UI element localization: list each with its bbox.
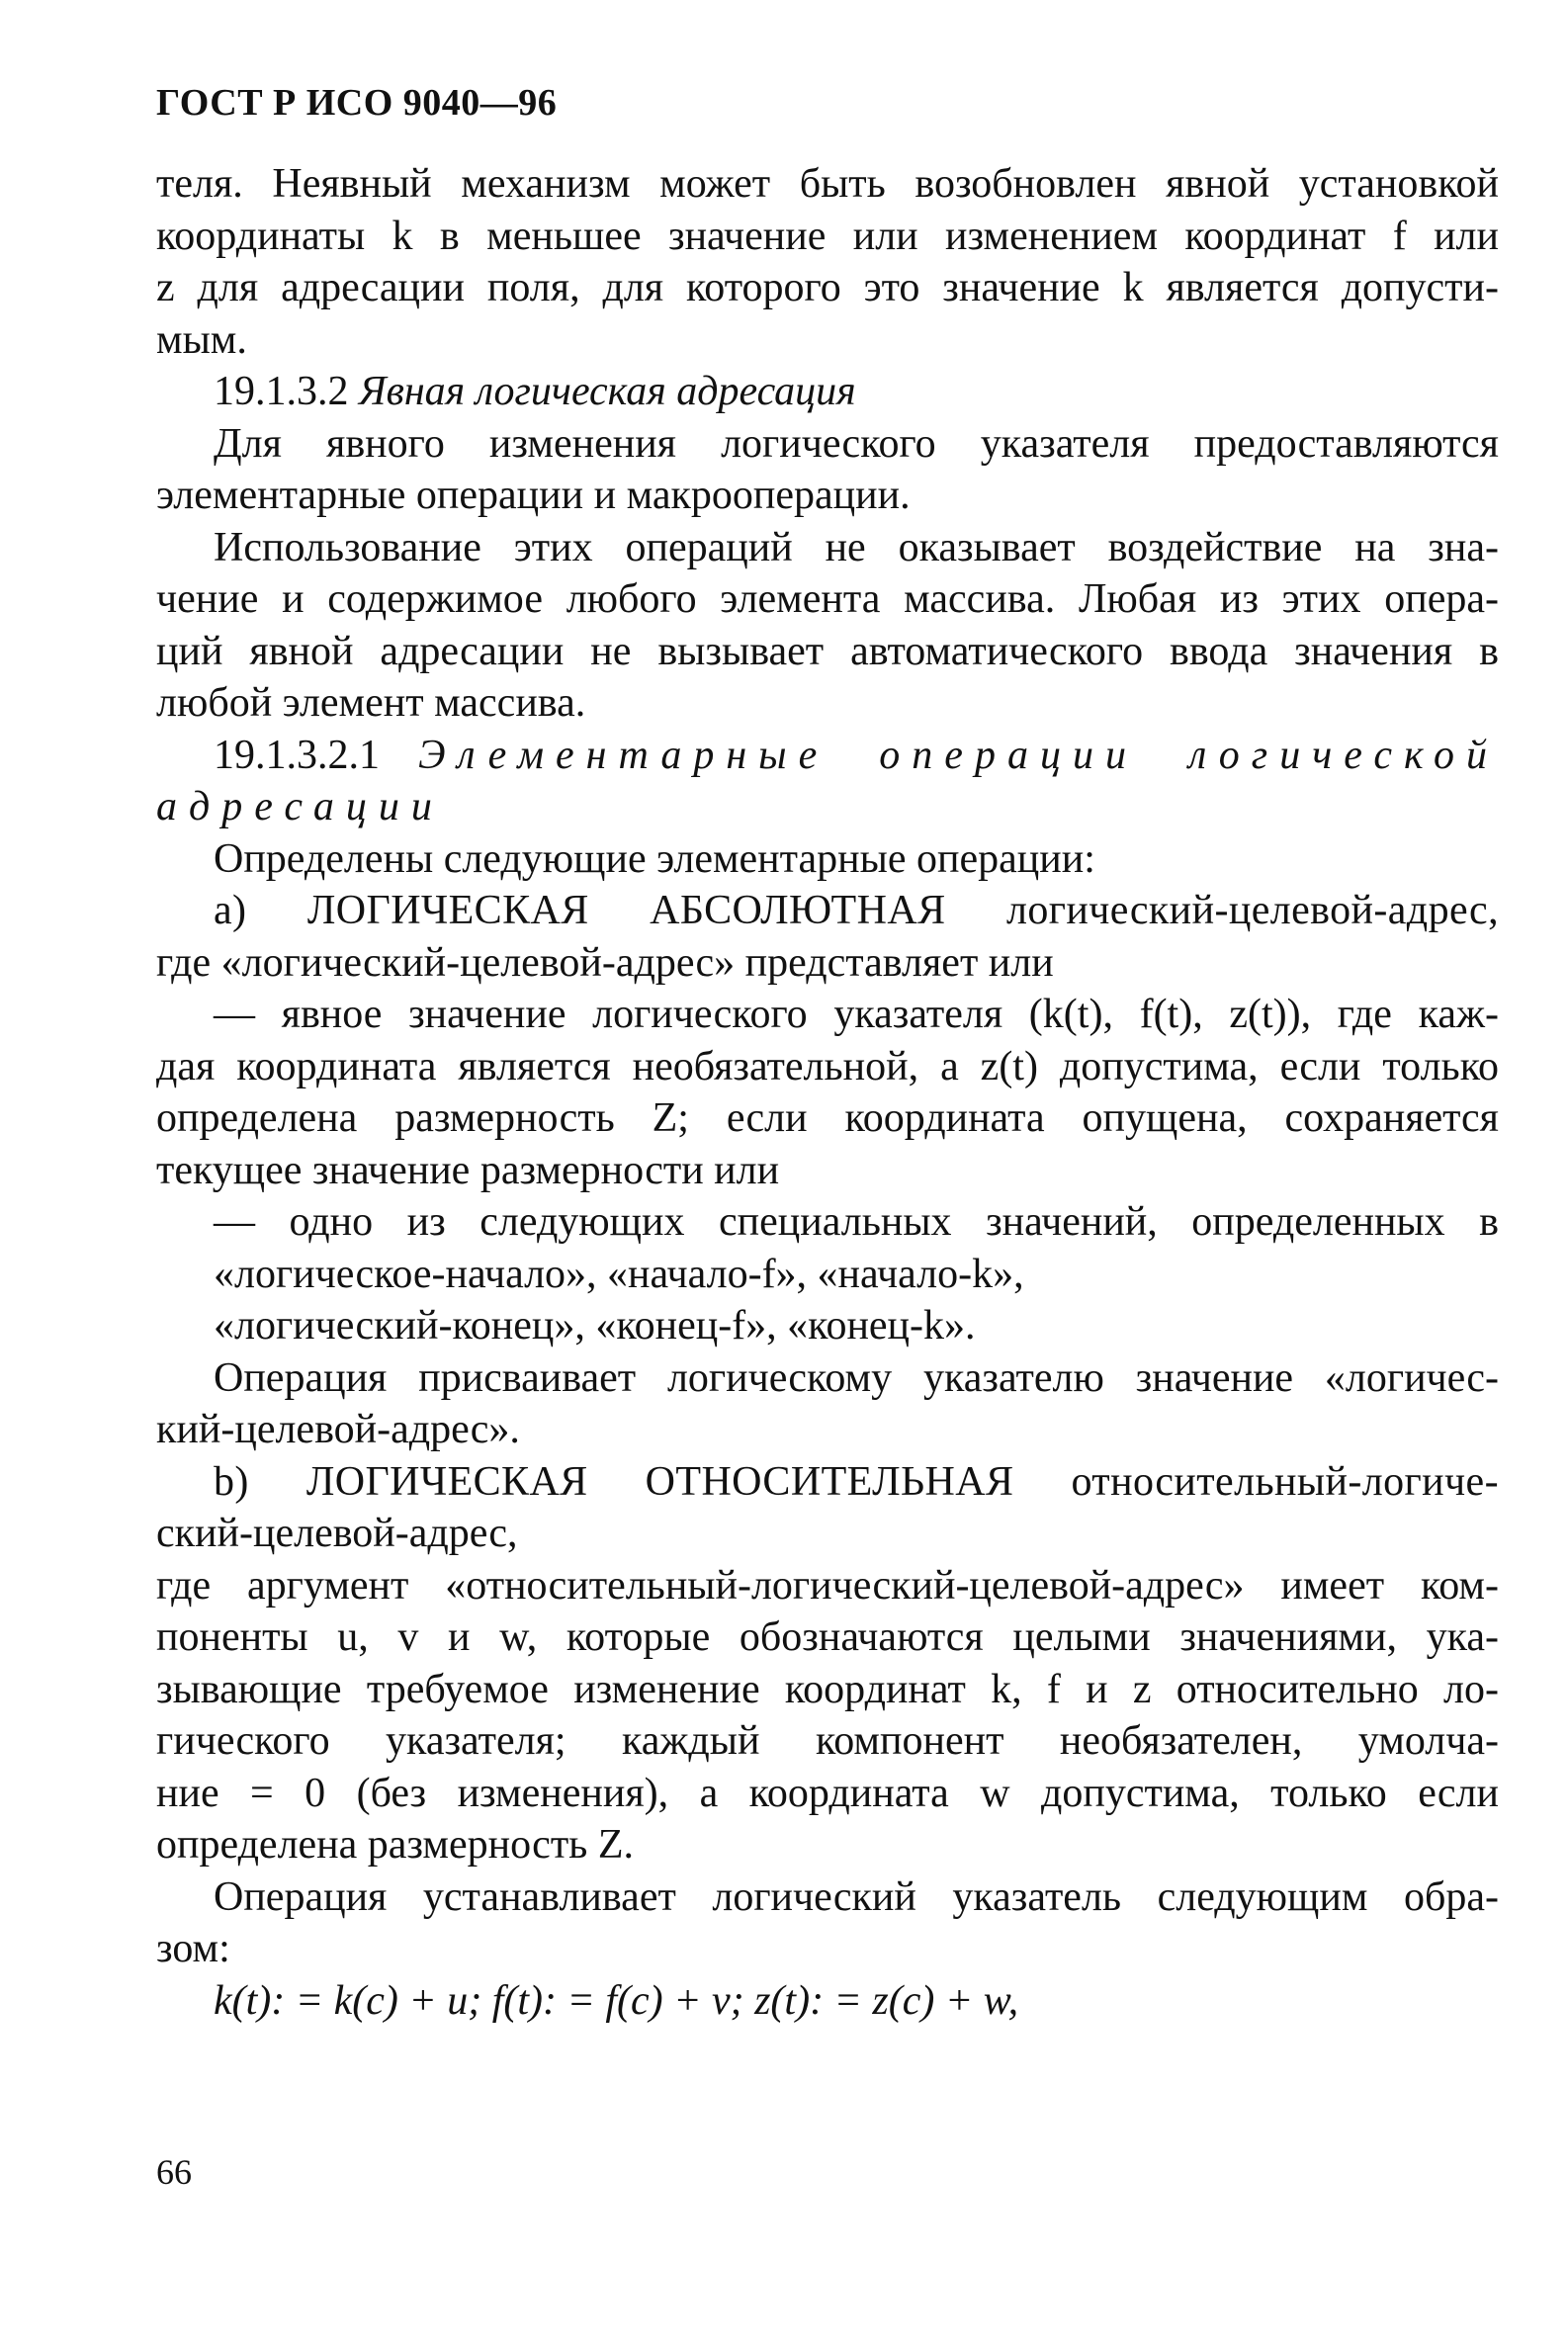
text-line: Использование этих операций не оказывает воздействие на зна- [214, 524, 1499, 570]
subsection-title-continued: адресации [156, 784, 444, 829]
text-line: определена размерность Z. [156, 1822, 634, 1868]
text-line: теля. Неявный механизм может быть возобновлен явной установкой [156, 161, 1499, 207]
text-line: ций явной адресации не вызывает автоматического ввода значения в [156, 628, 1499, 674]
subsection-number: 19.1.3.2.1 [214, 732, 380, 778]
text-line: — явное значение логического указателя (k(t), f(t), z(t)), где каж- [214, 992, 1499, 1037]
text-line: Операция присваивает логическому указателю значение «логичес- [214, 1354, 1499, 1401]
text-line: элементарные операции и макрооперации. [156, 473, 911, 518]
text-line: z для адресации поля, для которого это значение k является допусти- [156, 265, 1499, 310]
text-line: поненты u, v и w, которые обозначаются целыми значениями, ука- [156, 1614, 1499, 1660]
text-line: — одно из следующих специальных значений, определенных в [214, 1199, 1499, 1245]
text-line: Для явного изменения логического указателя предоставляются [214, 420, 1499, 467]
document-body [156, 158, 1499, 2027]
text-line: дая координата является необязательной, а z(t) допустима, если только [156, 1043, 1499, 1089]
text-line: ский-целевой-адрес, [156, 1511, 518, 1556]
text-line: ние = 0 (без изменения), а координата w допустима, только если [156, 1770, 1499, 1816]
text-line: зом: [156, 1926, 230, 1971]
text-line: любой элемент массива. [156, 680, 586, 726]
text-line: зывающие требуемое изменение координат k, f и z относительно ло- [156, 1666, 1499, 1712]
section-heading-text: 19.1.3.2 Явная логическая адресация [214, 369, 856, 414]
text-line: где «логический-целевой-адрес» представляет или [156, 939, 1054, 986]
text-line: чение и содержимое любого элемента массива. Любая из этих опера- [156, 576, 1499, 622]
text-line: «логический-конец», «конец-f», «конец-k». [214, 1303, 976, 1348]
list-item-a: a) ЛОГИЧЕСКАЯ АБСОЛЮТНАЯ логический-целевой-адрес, [214, 888, 1499, 933]
text-line: «логическое-начало», «начало-f», «начало-k», [214, 1251, 1024, 1297]
text-line: гического указателя; каждый компонент необязателен, умолча- [156, 1718, 1499, 1764]
text-line: мым. [156, 316, 247, 363]
page-number: 66 [156, 2152, 192, 2192]
subsection-heading [156, 730, 1499, 782]
section-heading [156, 366, 1499, 418]
formula-line: k(t): = k(c) + u; f(t): = f(c) + v; z(t): = z(c) + w, [214, 1977, 1019, 2024]
document-header: ГОСТ Р ИСО 9040—96 [156, 82, 558, 124]
text-line: где аргумент «относительный-логический-целевой-адрес» имеет ком- [156, 1562, 1499, 1609]
list-item-b: b) ЛОГИЧЕСКАЯ ОТНОСИТЕЛЬНАЯ относительный-логиче- [214, 1458, 1499, 1505]
text-line: текущее значение размерности или [156, 1147, 780, 1193]
text-line: Определены следующие элементарные операции: [214, 835, 1095, 882]
subsection-title: Элементарные операции логической [418, 732, 1500, 778]
text-line: Операция устанавливает логический указатель следующим обра- [214, 1873, 1499, 1920]
text-line: определена размерность Z; если координата опущена, сохраняется [156, 1095, 1499, 1141]
text-line: координаты k в меньшее значение или изменением координат f или [156, 213, 1499, 259]
text-line: кий-целевой-адрес». [156, 1407, 520, 1452]
